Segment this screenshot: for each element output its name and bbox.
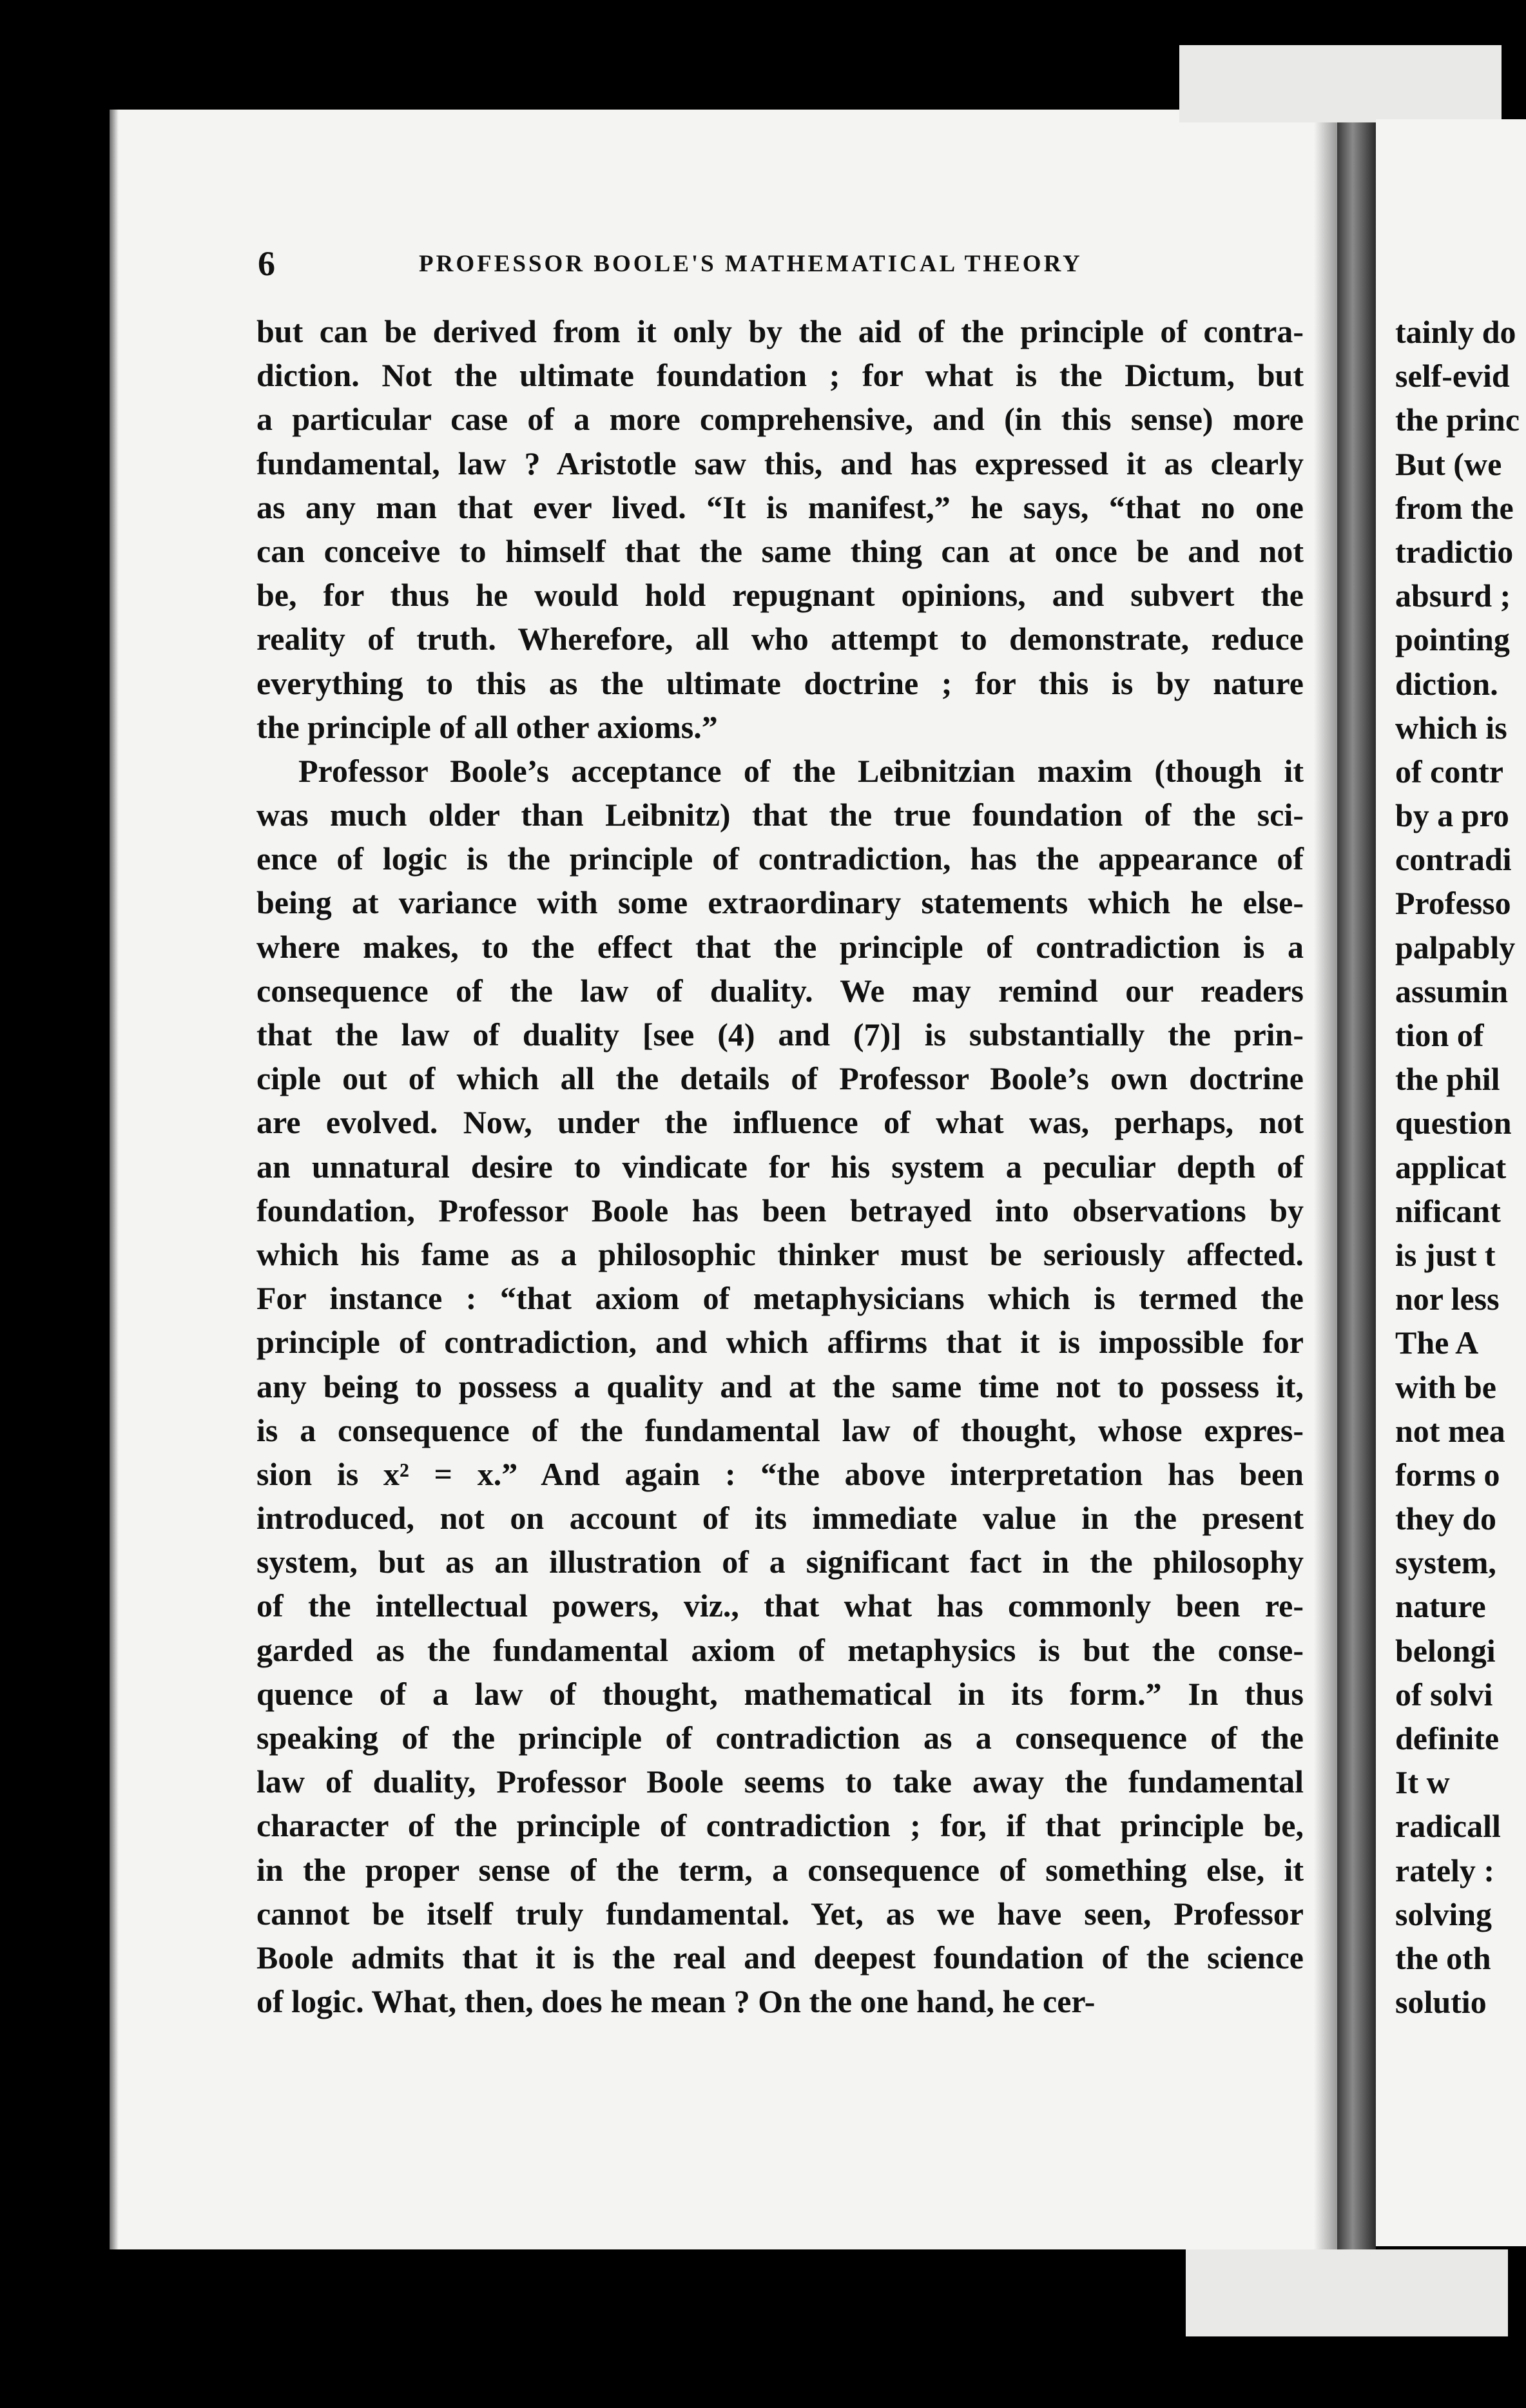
text-line: an unnatural desire to vindicate for his system a peculiar depth of xyxy=(256,1148,1304,1185)
right-page-line: tion of xyxy=(1395,1017,1484,1053)
text-line: is a consequence of the fundamental law of thought, whose expres- xyxy=(256,1412,1304,1448)
right-page-line: nature xyxy=(1395,1588,1486,1625)
right-page-line: contradi xyxy=(1395,841,1512,878)
right-page-line: rately : xyxy=(1395,1852,1495,1889)
text-line: in the proper sense of the term, a consequence of something else, it xyxy=(256,1851,1304,1888)
right-page-line: It w xyxy=(1395,1764,1450,1801)
text-line: was much older than Leibnitz) that the true foundation of the sci- xyxy=(256,797,1304,833)
right-page-line: the princ xyxy=(1395,402,1520,438)
running-head xyxy=(148,244,1334,282)
body-text xyxy=(256,309,1304,2023)
right-page-line: solving xyxy=(1395,1896,1492,1932)
right-page-line: assumin xyxy=(1395,973,1509,1009)
right-page-line: tradictio xyxy=(1395,533,1514,570)
text-line: ence of logic is the principle of contradiction, has the appearance of xyxy=(256,840,1304,877)
page-number: 6 xyxy=(258,244,275,283)
right-page-line: forms o xyxy=(1395,1456,1500,1493)
text-line: ciple out of which all the details of Professor Boole’s own doctrine xyxy=(256,1060,1304,1097)
right-page-line: the phil xyxy=(1395,1061,1500,1098)
text-line: the principle of all other axioms.” xyxy=(256,708,718,745)
right-page-line: of contr xyxy=(1395,753,1503,790)
right-page-line: they do xyxy=(1395,1500,1496,1537)
text-line: Boole admits that it is the real and deepest foundation of the science xyxy=(256,1939,1304,1976)
right-page-line: the oth xyxy=(1395,1939,1491,1976)
right-page xyxy=(1376,119,1526,2246)
text-line: where makes, to the effect that the principle of contradiction is a xyxy=(256,928,1304,965)
text-line: sion is x² = x.” And again : “the above interpretation has been xyxy=(256,1455,1304,1492)
right-page-text xyxy=(1395,310,1520,2024)
right-page-line: palpably xyxy=(1395,929,1516,966)
text-line: reality of truth. Wherefore, all who attempt to demonstrate, reduce xyxy=(256,621,1304,657)
text-line: system, but as an illustration of a significant fact in the philosophy xyxy=(256,1544,1304,1580)
right-page-top-edge xyxy=(1179,45,1502,122)
text-line: law of duality, Professor Boole seems to take away the fundamental xyxy=(256,1763,1304,1800)
right-page-line: not mea xyxy=(1395,1412,1505,1449)
text-line: principle of contradiction, and which affirms that it is impossible for xyxy=(256,1324,1304,1361)
text-line: garded as the fundamental axiom of metaphysics is but the conse- xyxy=(256,1631,1304,1668)
right-page-line: nificant xyxy=(1395,1192,1501,1229)
right-page-line: pointing xyxy=(1395,621,1510,658)
text-line: foundation, Professor Boole has been betrayed into observations by xyxy=(256,1192,1304,1228)
right-page-line: of solvi xyxy=(1395,1676,1493,1713)
text-line: fundamental, law ? Aristotle saw this, and has expressed it as clearly xyxy=(256,445,1304,481)
text-line: For instance : “that axiom of metaphysicians which is termed the xyxy=(256,1280,1304,1317)
book-gutter xyxy=(1337,77,1376,2295)
text-line: diction. Not the ultimate foundation ; for what is the Dictum, but xyxy=(256,357,1304,394)
text-line: of the intellectual powers, viz., that what has commonly been re- xyxy=(256,1588,1304,1624)
right-page-line: definite xyxy=(1395,1720,1500,1756)
text-line: cannot be itself truly fundamental. Yet, as we have seen, Professor xyxy=(256,1895,1304,1932)
text-line: are evolved. Now, under the influence of what was, perhaps, not xyxy=(256,1104,1304,1141)
right-page-line: from the xyxy=(1395,489,1514,526)
text-line: but can be derived from it only by the aid of the principle of contra- xyxy=(256,313,1304,349)
text-line: be, for thus he would hold repugnant opinions, and subvert the xyxy=(256,577,1304,614)
text-line: Professor Boole’s acceptance of the Leibnitzian maxim (though it xyxy=(298,752,1304,789)
text-line: any being to possess a quality and at the same time not to possess it, xyxy=(256,1368,1304,1404)
text-line: speaking of the principle of contradiction as a consequence of the xyxy=(256,1720,1304,1756)
text-line: character of the principle of contradiction ; for, if that principle be, xyxy=(256,1807,1304,1844)
text-line: being at variance with some extraordinary statements which he else- xyxy=(256,884,1304,921)
right-page-line: with be xyxy=(1395,1368,1496,1405)
right-page-line: The A xyxy=(1395,1325,1479,1361)
text-line: consequence of the law of duality. We may remind our readers xyxy=(256,972,1304,1009)
text-line: everything to this as the ultimate doctrine ; for this is by nature xyxy=(256,665,1304,701)
right-page-line: nor less xyxy=(1395,1281,1500,1317)
right-page-line: radicall xyxy=(1395,1808,1501,1845)
right-page-line: is just t xyxy=(1395,1236,1496,1273)
text-line: introduced, not on account of its immediate value in the present xyxy=(256,1500,1304,1537)
right-page-line: Professo xyxy=(1395,885,1511,922)
text-line: a particular case of a more comprehensive, and (in this sense) more xyxy=(256,401,1304,438)
right-page-line: absurd ; xyxy=(1395,578,1511,614)
right-page-line: by a pro xyxy=(1395,797,1509,834)
right-page-line: system, xyxy=(1395,1544,1496,1581)
right-page-line: self-evid xyxy=(1395,358,1510,394)
right-page-line: tainly do xyxy=(1395,314,1516,350)
right-page-line: question xyxy=(1395,1105,1512,1141)
text-line: as any man that ever lived. “It is manifest,” he says, “that no one xyxy=(256,489,1304,525)
right-page-line: solutio xyxy=(1395,1984,1487,2021)
text-line: that the law of duality [see (4) and (7)] is substantially the prin- xyxy=(256,1016,1304,1053)
right-page-line: applicat xyxy=(1395,1149,1507,1185)
text-line: quence of a law of thought, mathematical in its form.” In thus xyxy=(256,1675,1304,1712)
text-line: of logic. What, then, does he mean ? On the one hand, he cer- xyxy=(256,1983,1096,2020)
text-line: which his fame as a philosophic thinker must be seriously affected. xyxy=(256,1236,1304,1272)
right-page-line: But (we xyxy=(1395,445,1502,482)
right-page-line: belongi xyxy=(1395,1632,1496,1669)
right-page-line: which is xyxy=(1395,709,1507,746)
running-title: PROFESSOR BOOLE'S MATHEMATICAL THEORY xyxy=(419,251,1083,277)
right-page-bottom-edge xyxy=(1186,2249,1508,2336)
text-line: can conceive to himself that the same thing can at once be and not xyxy=(256,532,1304,569)
right-page-line: diction. xyxy=(1395,665,1498,702)
